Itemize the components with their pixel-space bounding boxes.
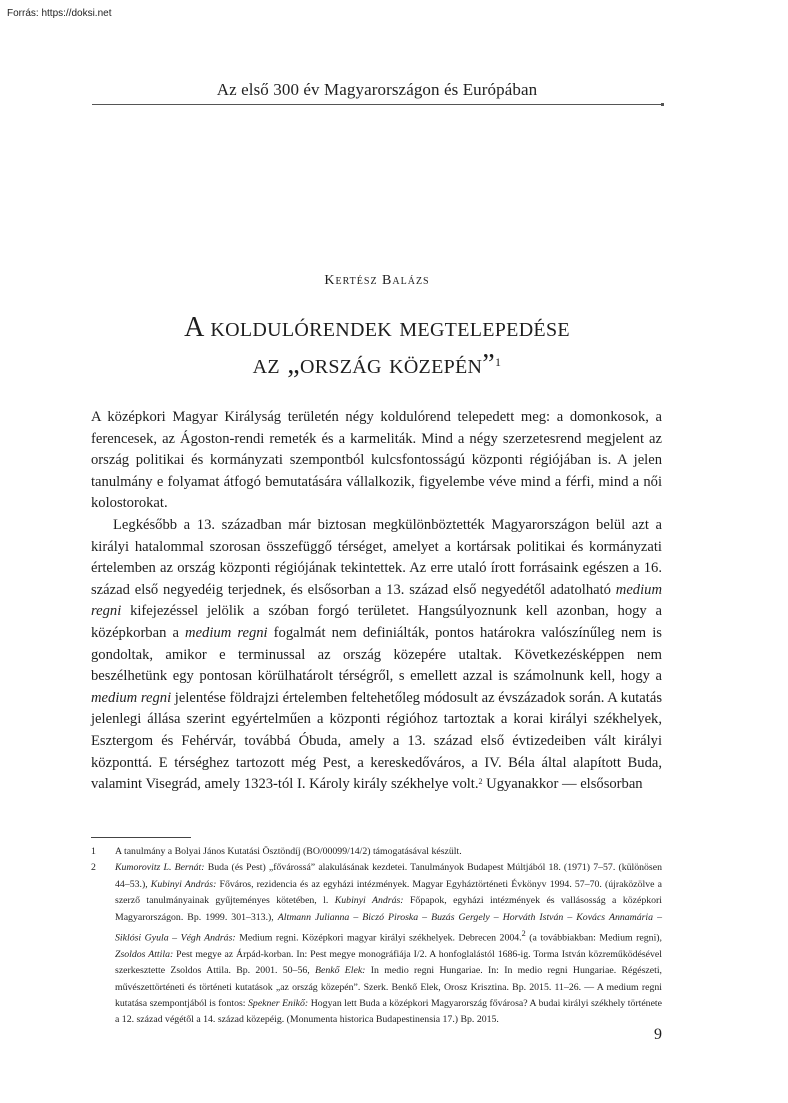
fn2-text: Főpapok, egyházi intézmények és vallásosság a középkori Magyarországon. Bp. 1999. 301–313.), (115, 895, 662, 923)
fn2-text: Buda (és Pest) „fővárossá” alakulásának kezdetei. Tanulmányok Budapest Múltjából 18. (1971) 7–57. (különösen 44–53.), (115, 862, 662, 890)
fn2-author: Kubinyi András: (334, 895, 404, 907)
footnote-text (115, 860, 662, 1028)
fn2-author: Zsoldos Attila: (115, 948, 174, 960)
p2-footnote-ref[interactable]: 2 (478, 777, 483, 787)
source-label: Forrás: https://doksi.net (7, 8, 112, 19)
fn2-author: Kumorovitz L. Bernát: (115, 862, 205, 874)
footnote-1 (91, 844, 662, 860)
title-footnote-ref[interactable]: 1 (495, 355, 502, 369)
p2-text-e: Ugyanakkor — elsősorban (482, 776, 643, 793)
title-line-1: A koldulórendek megtelepedése (184, 312, 570, 343)
fn2-text: Medium regni. Középkori magyar királyi székhelyek. Debrecen 2004. (235, 932, 522, 944)
fn2-author: Benkő Elek: (315, 965, 366, 977)
footnote-rule (91, 837, 191, 838)
p2-term-2: medium regni (185, 624, 268, 641)
title-line-2-text: az „ország közepén” (252, 349, 496, 380)
fn2-author: Spekner Enikő: (248, 997, 309, 1009)
fn2-edition-sup: 2 (521, 929, 526, 939)
footnote-2 (91, 860, 662, 1028)
p2-text-a: Legkésőbb a 13. században már biztosan megkülönböztették Magyarországon belül azt a királyi hatalommal szorosan összefüggő térséget, amelyet a kortársak politikai és kormányzati értelemben az ország központi régiójának tekintettek. Az erre utaló írott forrásaink egészen a 16. század első negyedéig terjednek, és elsősorban a 13. század első negyedétől adatolható (91, 516, 662, 598)
p2-text-d: jelentése földrajzi értelemben feltehetőleg módosult az évszázadok során. A kutatás jelenlegi állása szerint egyértelműen a központi régióhoz tartoztak a korai királyi székhelyek, Esztergom és Fehérvár, továbbá Óbuda, amely a 13. század első évtizedeiben vált királyi központtá. E térséghez tartozott még Pest, a kereskedőváros, a IV. Béla által alapított Buda, valamint Visegrád, amely 1323-tól I. Károly király székhelye volt. (91, 689, 662, 793)
page-number: 9 (654, 1026, 662, 1043)
header-rule (92, 104, 662, 105)
fn2-text: Főváros, rezidencia és az egyházi intézmények. Magyar Egyháztörténeti Évkönyv 1994. 57–70. (újraközölve a szerző tanulmányainak gyűjteményes kötetében, l. (115, 878, 662, 907)
paragraph-1: A középkori Magyar Királyság területén négy koldulórend telepedett meg: a domonkosok, a ferencesek, az Ágoston-rendi remeték és a karmeliták. Mind a négy szerzetesrend megjelent az ország politikai és kormányzati szempontból kulcsfontosságú központi régiójában is. A jelen tanulmány e folyamat átfogó bemutatására vállalkozik, figyelembe véve mind a férfi, mind a női kolostorokat. (91, 409, 662, 512)
fn2-text: Pest megye az Árpád-korban. In: Pest megye monográfiája I/2. A honfoglalástól 1686-ig. Torma István közreműködésével szerkesztette Zsoldos Attila. Bp. 2001. 50–56, (115, 948, 663, 977)
footnote-number: 1 (91, 846, 96, 857)
p2-text-b: kifejezéssel jelölik a szóban forgó területet. Hangsúlyoznunk kell azonban, hogy a középkorban a (91, 603, 662, 641)
fn2-author: Kubinyi András: (150, 878, 217, 890)
title-line-2 (92, 346, 662, 383)
p2-term-3: medium regni (91, 689, 172, 706)
p2-text-c: fogalmát nem definiálták, pontos határokra valószínűleg nem is gondoltak, amikor e terminussal az ország közepére utaltak. Következésképpen nem beszélhetünk egy pontosan körülhatárolt térségről, s emellett azzal is számolnunk kell, hogy a (91, 624, 662, 685)
footnote-text: A tanulmány a Bolyai János Kutatási Ösztöndíj (BO/00099/14/2) támogatásával készült. (115, 846, 462, 857)
footnotes (91, 844, 662, 1029)
paragraph-2 (91, 515, 662, 796)
fn2-text: Hogyan lett Buda a középkori Magyarország fővárosa? A budai királyi székhely története a 12. század végétől a 14. század közepéig. (Monumenta historica Budapestinensia 17.) Bp. 2015. (115, 997, 663, 1026)
running-head: Az első 300 év Magyarországon és Európában (216, 80, 538, 99)
fn2-author: Altmann Julianna – Biczó Piroska – Buzás Gergely – Horváth István – Kovács Annamária – Siklósi Gyula – Végh András: (115, 911, 662, 944)
author-name: Kertész Balázs (324, 273, 430, 288)
fn2-text: In medio regni Hungariae. In: In medio regni Hungariae. Régészeti, művészettörténeti és történeti kutatások „az ország közepén”. Szerk. Benkő Elek, Orosz Krisztina. Bp. 2015. 11–26. — A medium regni kutatása szempontjából is fontos: (115, 965, 662, 1009)
p2-term-1: medium regni (91, 581, 662, 620)
article-title (92, 309, 662, 383)
body-text (91, 407, 662, 796)
fn2-text: (a továbbiakban: Medium regni), (525, 932, 663, 944)
footnote-number: 2 (91, 862, 96, 874)
